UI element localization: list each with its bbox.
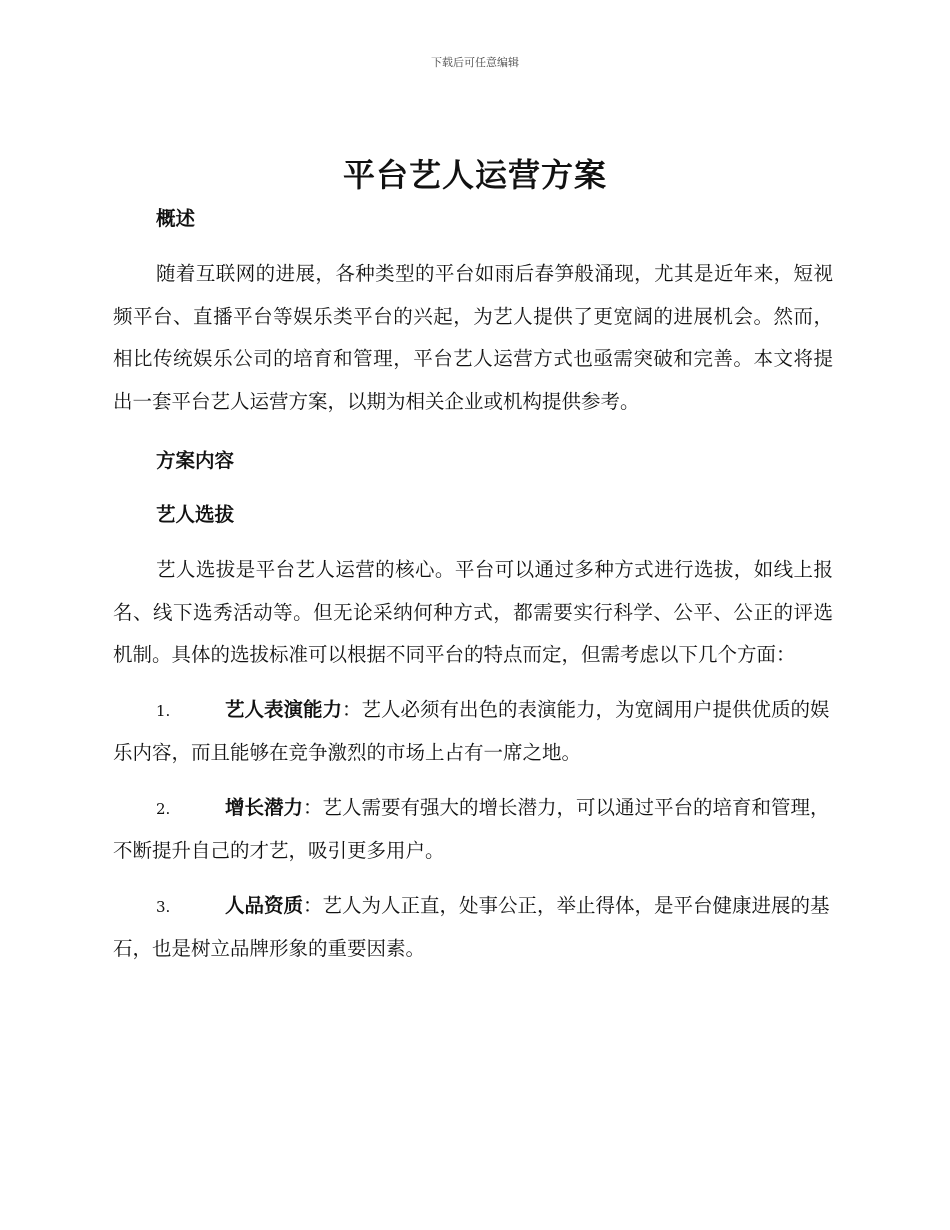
list-item-term: 艺人表演能力 bbox=[225, 697, 343, 721]
list-item bbox=[113, 689, 833, 775]
list-item-text: ：艺人需要有强大的增长潜力，可以通过平台的培育和管理，不断提升自己的才艺，吸引更多用户。 bbox=[113, 795, 830, 862]
list-item bbox=[113, 885, 833, 971]
list-item-term: 人品资质 bbox=[225, 893, 304, 917]
section-heading-overview: 概述 bbox=[156, 207, 196, 230]
document-body bbox=[113, 203, 833, 971]
list-item-number: 2. bbox=[156, 799, 171, 818]
list-item-term: 增长潜力 bbox=[225, 795, 304, 819]
selection-paragraph: 艺人选拔是平台艺人运营的核心。平台可以通过多种方式进行选拔，如线上报名、线下选秀活动等。但无论采纳何种方式，都需要实行科学、公平、公正的评选机制。具体的选拔标准可以根据不同平台的特点而定，但需考虑以下几个方面： bbox=[113, 558, 833, 666]
page-header: 下载后可任意编辑 bbox=[431, 56, 519, 69]
list-item-number: 1. bbox=[156, 701, 171, 720]
list-item-text: ：艺人必须有出色的表演能力，为宽阔用户提供优质的娱乐内容，而且能够在竞争激烈的市场上占有一席之地。 bbox=[113, 697, 830, 764]
section-heading-plan-content: 方案内容 bbox=[156, 449, 235, 472]
list-item-number: 3. bbox=[156, 897, 171, 916]
overview-paragraph: 随着互联网的进展，各种类型的平台如雨后春笋般涌现，尤其是近年来，短视频平台、直播平台等娱乐类平台的兴起，为艺人提供了更宽阔的进展机会。然而，相比传统娱乐公司的培育和管理，平台艺人运营方式也亟需突破和完善。本文将提出一套平台艺人运营方案，以期为相关企业或机构提供参考。 bbox=[113, 262, 833, 413]
document-title: 平台艺人运营方案 bbox=[342, 156, 607, 194]
section-heading-artist-selection: 艺人选拔 bbox=[156, 503, 235, 526]
list-item bbox=[113, 787, 833, 873]
list-item-text: ：艺人为人正直，处事公正，举止得体，是平台健康进展的基石，也是树立品牌形象的重要因素。 bbox=[113, 893, 830, 960]
